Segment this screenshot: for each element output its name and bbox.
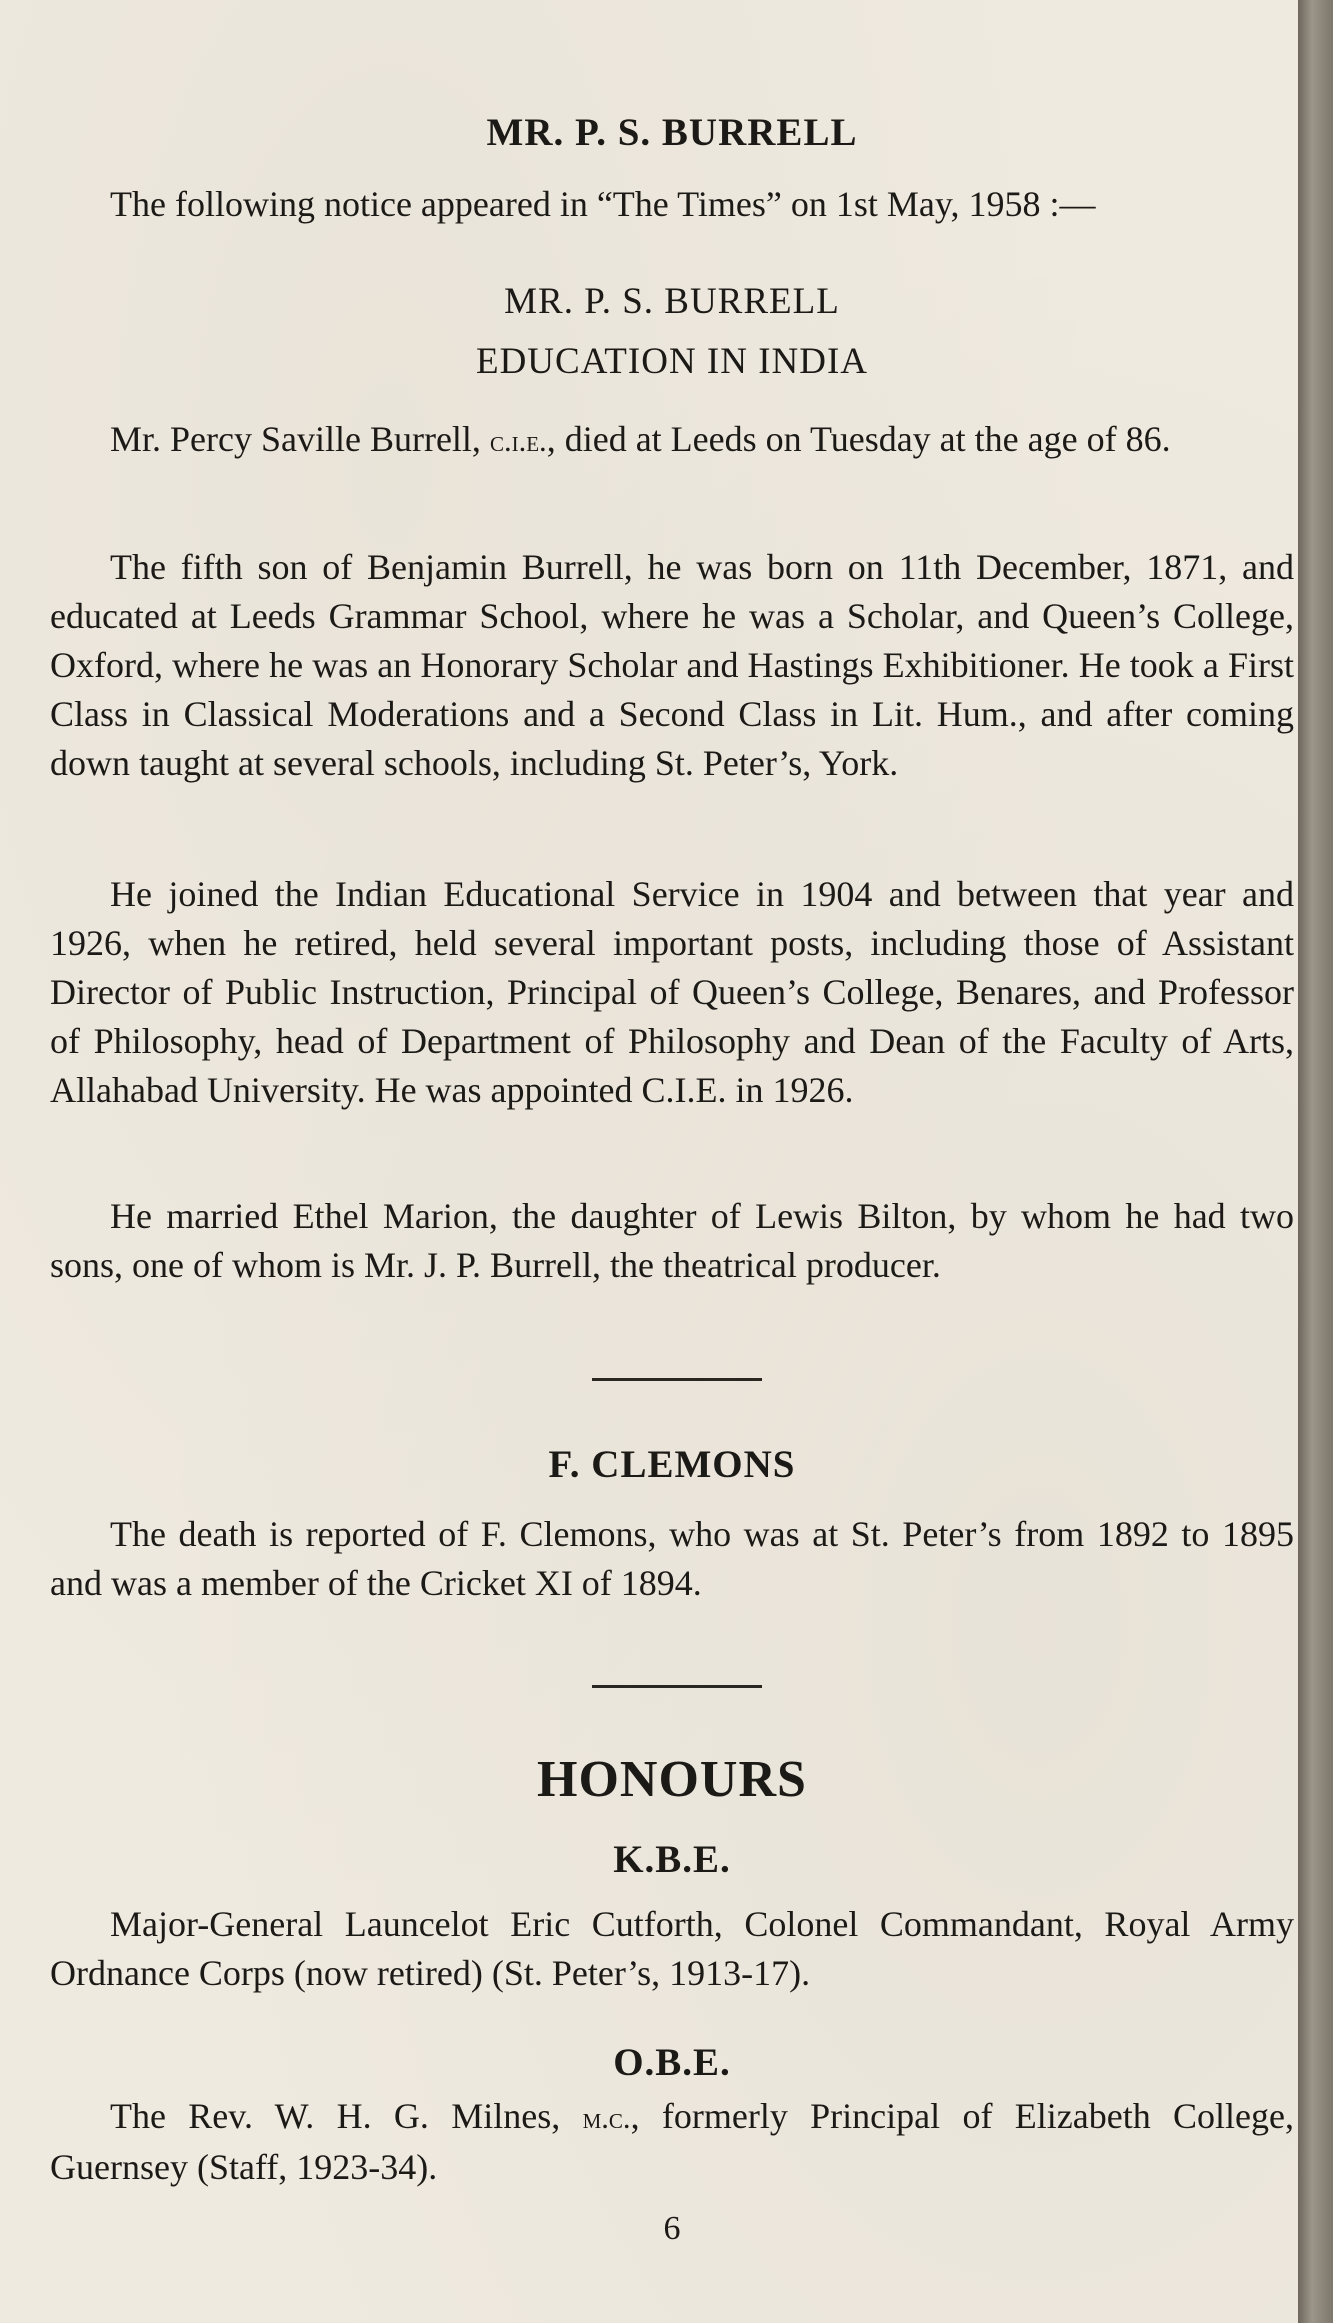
burrell-paragraph-career: He joined the Indian Educational Service in 1904 and between that year and 1926, when he retired, held several important posts, including those of Assistant Director of Public Instruction, Principal of Queen’s College, Benares, and Professor of Philosophy, head of Department of Philosophy and Dean of the Faculty of Arts, Allahabad University. He was appointed C.I.E. in 1926. [50,874,1294,1110]
burrell-death-text-b: , died at Leeds on Tuesday at the age of 86. [546,419,1171,459]
burrell-heading: MR. P. S. BURRELL [486,111,858,154]
section-divider [592,1378,762,1381]
kbe-heading: K.B.E. [613,1838,731,1881]
page-edge [1298,0,1333,2323]
notice-subheading-education: EDUCATION IN INDIA [475,341,869,382]
cie-abbreviation: c.i.e. [489,424,547,458]
obe-paragraph [50,2092,1294,2192]
burrell-paragraph-education: The fifth son of Benjamin Burrell, he was born on 11th December, 1871, and educated at Leeds Grammar School, where he was a Scholar, and Queen’s College, Oxford, where he was an Honorary Scholar and Hastings Exhibitioner. He took a First Class in Classical Moderations and a Second Class in Lit. Hum., and after coming down taught at several schools, including St. Peter’s, York. [50,547,1294,783]
honours-heading: HONOURS [537,1751,807,1808]
obe-text-a: The Rev. W. H. G. Milnes, [110,2096,583,2136]
clemons-heading: F. CLEMONS [548,1443,796,1486]
burrell-death-text-a: Mr. Percy Saville Burrell, [110,419,490,459]
clemons-paragraph: The death is reported of F. Clemons, who was at St. Peter’s from 1892 to 1895 and was a member of the Cricket XI of 1894. [50,1514,1294,1603]
burrell-paragraph-death [50,415,1294,466]
kbe-paragraph: Major-General Launcelot Eric Cutforth, Colonel Commandant, Royal Army Ordnance Corps (now retired) (St. Peter’s, 1913-17). [50,1904,1294,1993]
notice-subheading: MR. P. S. BURRELL [504,281,840,322]
mc-abbreviation: m.c. [582,2101,631,2135]
section-divider [592,1685,762,1688]
obe-text-b: , formerly Principal of Elizabeth College, Guernsey (Staff, 1923-34). [50,2096,1294,2187]
burrell-paragraph-family: He married Ethel Marion, the daughter of Lewis Bilton, by whom he had two sons, one of whom is Mr. J. P. Burrell, the theatrical producer. [50,1196,1294,1285]
obe-heading: O.B.E. [613,2041,731,2084]
page-number: 6 [663,2210,681,2247]
times-notice-intro: The following notice appeared in “The Times” on 1st May, 1958 :— [110,184,1096,224]
